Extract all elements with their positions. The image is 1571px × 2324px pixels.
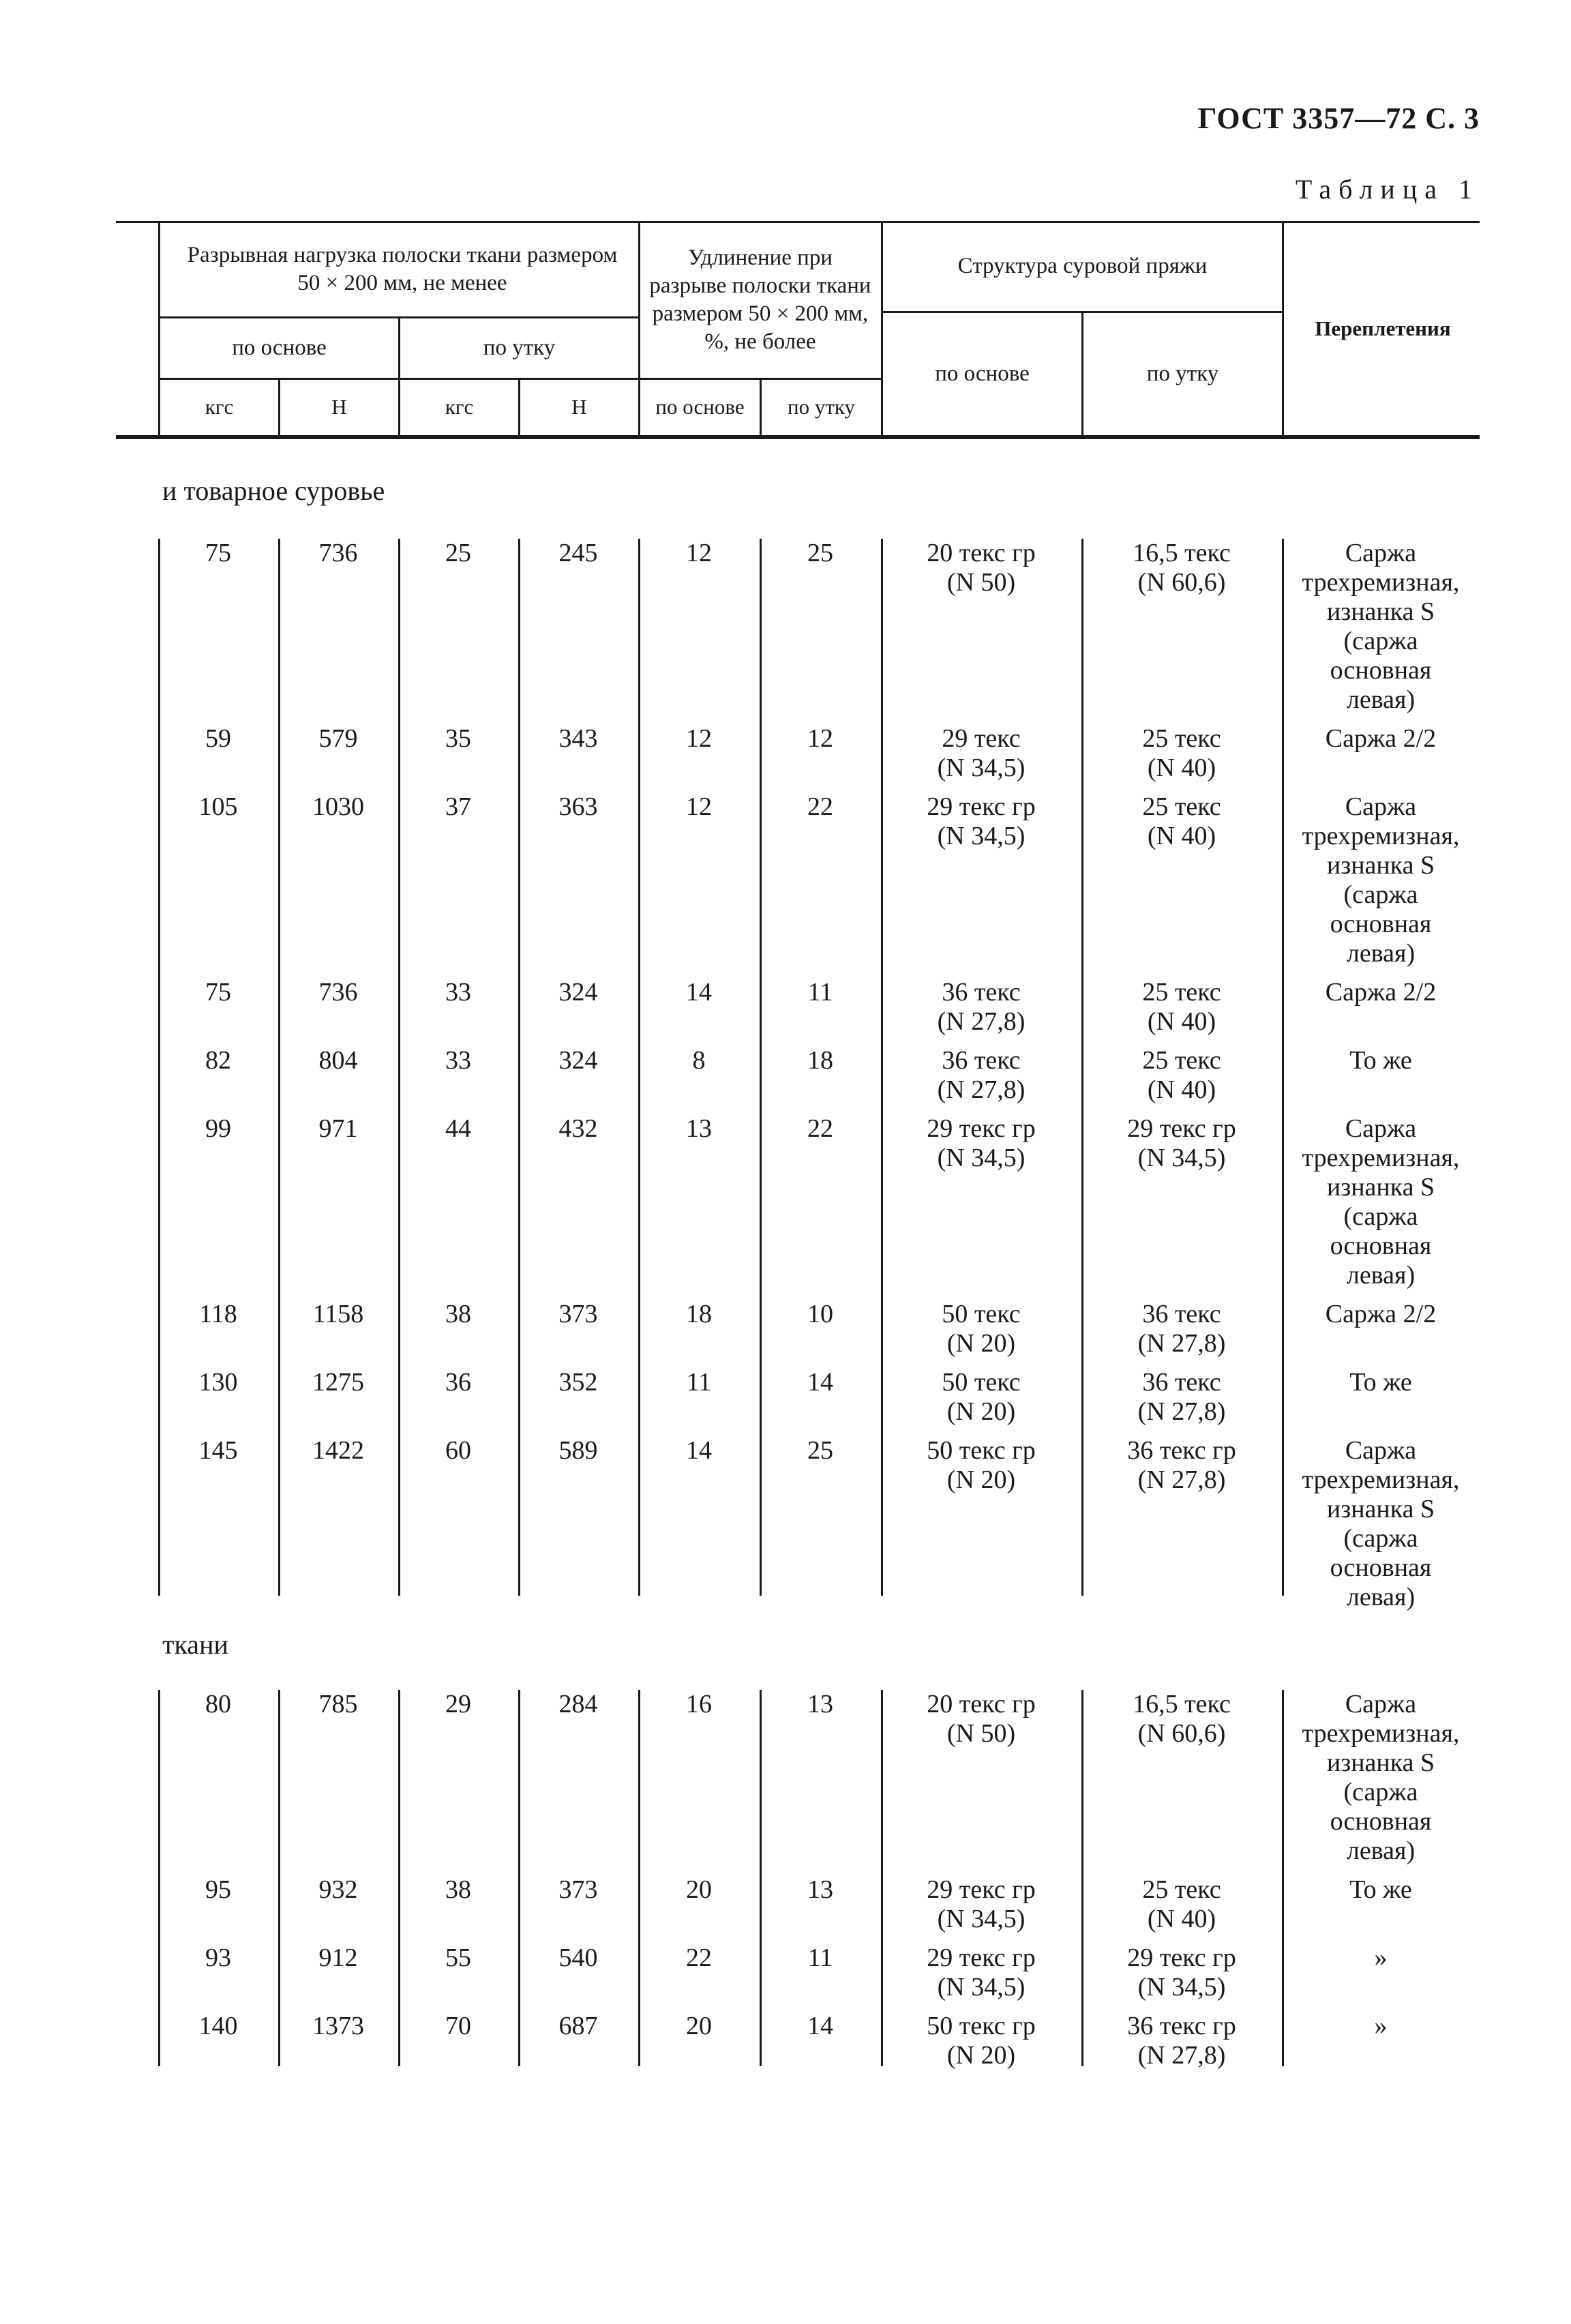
cell-load-warp-kgf: 99 <box>205 1114 231 1143</box>
table-row <box>116 978 1480 1037</box>
cell-yarn-weft: 36 текс (N 27,8) <box>1137 1368 1226 1426</box>
cell-load-warp-newton: 785 <box>318 1690 358 1718</box>
cell-weave: » <box>1374 1943 1388 1972</box>
cell-yarn-warp: 36 текс (N 27,8) <box>937 978 1026 1036</box>
cell-elongation-warp: 16 <box>686 1690 712 1718</box>
header-elongation-weft: по утку <box>787 395 855 419</box>
cell-load-weft-kgf: 60 <box>445 1436 471 1465</box>
cell-load-weft-kgf: 44 <box>445 1114 471 1143</box>
cell-load-warp-kgf: 130 <box>198 1368 238 1397</box>
cell-yarn-warp: 29 текс гр (N 34,5) <box>927 1875 1036 1933</box>
cell-yarn-warp: 50 текс (N 20) <box>942 1368 1021 1426</box>
header-elongation: Удлинение при разрыве полоски ткани размером 50 × 200 мм, %, не более <box>649 245 871 355</box>
cell-load-weft-kgf: 29 <box>445 1690 471 1718</box>
cell-yarn-weft: 25 текс (N 40) <box>1142 1046 1221 1104</box>
table-row <box>116 1114 1480 1290</box>
table-row <box>116 539 1480 715</box>
cell-load-weft-newton: 245 <box>558 539 598 567</box>
cell-yarn-warp: 36 текс (N 27,8) <box>937 1046 1026 1104</box>
cell-yarn-warp: 50 текс гр (N 20) <box>927 1436 1036 1494</box>
cell-elongation-warp: 22 <box>686 1943 712 1972</box>
cell-elongation-weft: 13 <box>807 1875 833 1904</box>
section-label: и товарное суровье <box>162 475 385 506</box>
cell-yarn-weft: 25 текс (N 40) <box>1142 978 1221 1036</box>
cell-weave: Саржа 2/2 <box>1325 1300 1437 1328</box>
cell-load-weft-newton: 373 <box>558 1300 598 1328</box>
cell-load-weft-kgf: 33 <box>445 978 471 1007</box>
cell-load-weft-newton: 324 <box>558 1046 598 1075</box>
cell-load-warp-newton: 736 <box>318 539 358 567</box>
cell-load-weft-kgf: 38 <box>445 1300 471 1328</box>
cell-load-warp-newton: 736 <box>318 978 358 1007</box>
table-row <box>116 1368 1480 1427</box>
cell-elongation-warp: 8 <box>692 1046 706 1075</box>
cell-load-warp-kgf: 140 <box>198 2012 238 2040</box>
cell-elongation-weft: 25 <box>807 1436 833 1465</box>
cell-load-warp-kgf: 75 <box>205 539 231 567</box>
cell-yarn-warp: 50 текс гр (N 20) <box>927 2012 1036 2070</box>
cell-yarn-weft: 16,5 текс (N 60,6) <box>1133 539 1231 597</box>
cell-elongation-weft: 14 <box>807 2012 833 2040</box>
cell-load-warp-newton: 1275 <box>312 1368 364 1397</box>
page-header: ГОСТ 3357—72 С. 3 <box>1197 102 1480 135</box>
table-row <box>116 1690 1480 1866</box>
cell-load-warp-newton: 932 <box>318 1875 358 1904</box>
section-rows <box>116 539 1480 1611</box>
cell-yarn-warp: 29 текс (N 34,5) <box>937 724 1026 782</box>
cell-load-weft-kgf: 36 <box>445 1368 471 1397</box>
cell-load-weft-newton: 589 <box>558 1436 598 1465</box>
header-warp-newton: Н <box>331 395 347 419</box>
cell-load-weft-newton: 343 <box>558 724 598 753</box>
cell-load-warp-newton: 1422 <box>312 1436 364 1465</box>
cell-elongation-warp: 13 <box>686 1114 712 1143</box>
cell-yarn-weft: 29 текс гр (N 34,5) <box>1127 1114 1236 1172</box>
cell-elongation-warp: 20 <box>686 2012 712 2040</box>
cell-elongation-weft: 12 <box>807 724 833 753</box>
cell-yarn-warp: 29 текс гр (N 34,5) <box>927 792 1036 850</box>
cell-weave: Саржа трехремизная, изнанка S (саржа основная левая) <box>1302 792 1460 968</box>
cell-yarn-warp: 50 текс (N 20) <box>942 1300 1021 1358</box>
cell-weave: » <box>1374 2012 1388 2040</box>
cell-load-weft-kgf: 38 <box>445 1875 471 1904</box>
cell-elongation-weft: 14 <box>807 1368 833 1397</box>
header-load-warp: по основе <box>232 335 327 360</box>
table-row <box>116 2012 1480 2070</box>
header-weft-newton: Н <box>571 395 587 419</box>
cell-load-weft-kgf: 70 <box>445 2012 471 2040</box>
table-row <box>116 724 1480 783</box>
header-yarn-weft: по утку <box>1146 361 1219 386</box>
cell-elongation-weft: 11 <box>807 1943 833 1972</box>
cell-load-weft-kgf: 25 <box>445 539 471 567</box>
cell-load-warp-kgf: 145 <box>198 1436 238 1465</box>
cell-yarn-warp: 20 текс гр (N 50) <box>927 539 1036 597</box>
cell-weave: То же <box>1349 1875 1412 1904</box>
cell-load-weft-kgf: 35 <box>445 724 471 753</box>
cell-weave: То же <box>1349 1368 1412 1397</box>
cell-load-weft-newton: 432 <box>558 1114 598 1143</box>
cell-elongation-warp: 12 <box>686 539 712 567</box>
cell-load-warp-kgf: 80 <box>205 1690 231 1718</box>
cell-load-warp-newton: 1030 <box>312 792 364 821</box>
cell-elongation-warp: 14 <box>686 1436 712 1465</box>
header-yarn-warp: по основе <box>935 361 1030 386</box>
table-row <box>116 1300 1480 1358</box>
cell-elongation-warp: 12 <box>686 792 712 821</box>
cell-load-warp-newton: 1373 <box>312 2012 364 2040</box>
cell-elongation-weft: 22 <box>807 1114 833 1143</box>
table-header <box>116 221 1480 446</box>
cell-elongation-warp: 20 <box>686 1875 712 1904</box>
cell-yarn-weft: 36 текс (N 27,8) <box>1137 1300 1226 1358</box>
cell-load-warp-newton: 1158 <box>312 1300 364 1328</box>
cell-yarn-weft: 36 текс гр (N 27,8) <box>1127 2012 1236 2070</box>
header-weave: Переплетения <box>1315 316 1451 340</box>
header-breaking-load: Разрывная нагрузка полоски ткани размером 50 × 200 мм, не менее <box>187 242 618 295</box>
cell-yarn-weft: 25 текс (N 40) <box>1142 792 1221 850</box>
cell-elongation-weft: 13 <box>807 1690 833 1718</box>
cell-load-weft-newton: 284 <box>558 1690 598 1718</box>
cell-load-weft-newton: 540 <box>558 1943 598 1972</box>
cell-load-warp-kgf: 95 <box>205 1875 231 1904</box>
cell-weave: То же <box>1349 1046 1412 1075</box>
cell-yarn-weft: 36 текс гр (N 27,8) <box>1127 1436 1236 1494</box>
cell-yarn-warp: 29 текс гр (N 34,5) <box>927 1114 1036 1172</box>
cell-elongation-weft: 25 <box>807 539 833 567</box>
cell-load-warp-kgf: 59 <box>205 724 231 753</box>
table-row <box>116 1436 1480 1612</box>
cell-yarn-warp: 29 текс гр (N 34,5) <box>927 1943 1036 2001</box>
cell-load-weft-kgf: 55 <box>445 1943 471 1972</box>
cell-yarn-warp: 20 текс гр (N 50) <box>927 1690 1036 1748</box>
cell-load-warp-kgf: 82 <box>205 1046 231 1075</box>
header-yarn-structure: Структура суровой пряжи <box>957 254 1208 279</box>
cell-elongation-warp: 12 <box>686 724 712 753</box>
cell-load-weft-kgf: 33 <box>445 1046 471 1075</box>
table-row <box>116 792 1480 968</box>
header-weft-kgf: кгс <box>445 395 474 419</box>
cell-load-warp-kgf: 75 <box>205 978 231 1007</box>
cell-load-warp-kgf: 105 <box>198 792 238 821</box>
header-warp-kgf: кгс <box>205 395 234 419</box>
header-load-weft: по утку <box>483 335 556 360</box>
cell-weave: Саржа трехремизная, изнанка S (саржа основная левая) <box>1302 1690 1460 1865</box>
table-row <box>116 1046 1480 1105</box>
section-label: ткани <box>162 1629 228 1660</box>
cell-load-warp-newton: 971 <box>318 1114 358 1143</box>
cell-load-warp-kgf: 93 <box>205 1943 231 1972</box>
cell-load-weft-newton: 352 <box>558 1368 598 1397</box>
cell-load-weft-newton: 324 <box>558 978 598 1007</box>
cell-elongation-warp: 18 <box>686 1300 712 1328</box>
cell-elongation-weft: 18 <box>807 1046 833 1075</box>
cell-weave: Саржа 2/2 <box>1325 724 1437 753</box>
cell-load-weft-newton: 363 <box>558 792 598 821</box>
cell-load-warp-kgf: 118 <box>199 1300 237 1328</box>
cell-load-weft-newton: 687 <box>558 2012 598 2040</box>
cell-yarn-weft: 25 текс (N 40) <box>1142 724 1221 782</box>
cell-weave: Саржа трехремизная, изнанка S (саржа основная левая) <box>1302 1114 1460 1290</box>
header-elongation-warp: по основе <box>655 395 745 419</box>
cell-elongation-weft: 10 <box>807 1300 833 1328</box>
cell-weave: Саржа трехремизная, изнанка S (саржа основная левая) <box>1302 539 1460 714</box>
cell-load-warp-newton: 804 <box>318 1046 358 1075</box>
cell-weave: Саржа 2/2 <box>1325 978 1437 1007</box>
cell-load-weft-kgf: 37 <box>445 792 471 821</box>
cell-load-weft-newton: 373 <box>558 1875 598 1904</box>
cell-weave: Саржа трехремизная, изнанка S (саржа основная левая) <box>1302 1436 1460 1611</box>
cell-yarn-weft: 16,5 текс (N 60,6) <box>1133 1690 1231 1748</box>
cell-elongation-warp: 11 <box>686 1368 712 1397</box>
table-row <box>116 1943 1480 2002</box>
cell-yarn-weft: 29 текс гр (N 34,5) <box>1127 1943 1236 2001</box>
table-row <box>116 1875 1480 1934</box>
section-rows <box>116 1690 1480 2070</box>
table-caption: Таблица 1 <box>1295 174 1480 205</box>
cell-load-warp-newton: 912 <box>318 1943 358 1972</box>
cell-yarn-weft: 25 текс (N 40) <box>1142 1875 1221 1933</box>
cell-load-warp-newton: 579 <box>318 724 358 753</box>
cell-elongation-weft: 11 <box>807 978 833 1007</box>
cell-elongation-warp: 14 <box>686 978 712 1007</box>
cell-elongation-weft: 22 <box>807 792 833 821</box>
